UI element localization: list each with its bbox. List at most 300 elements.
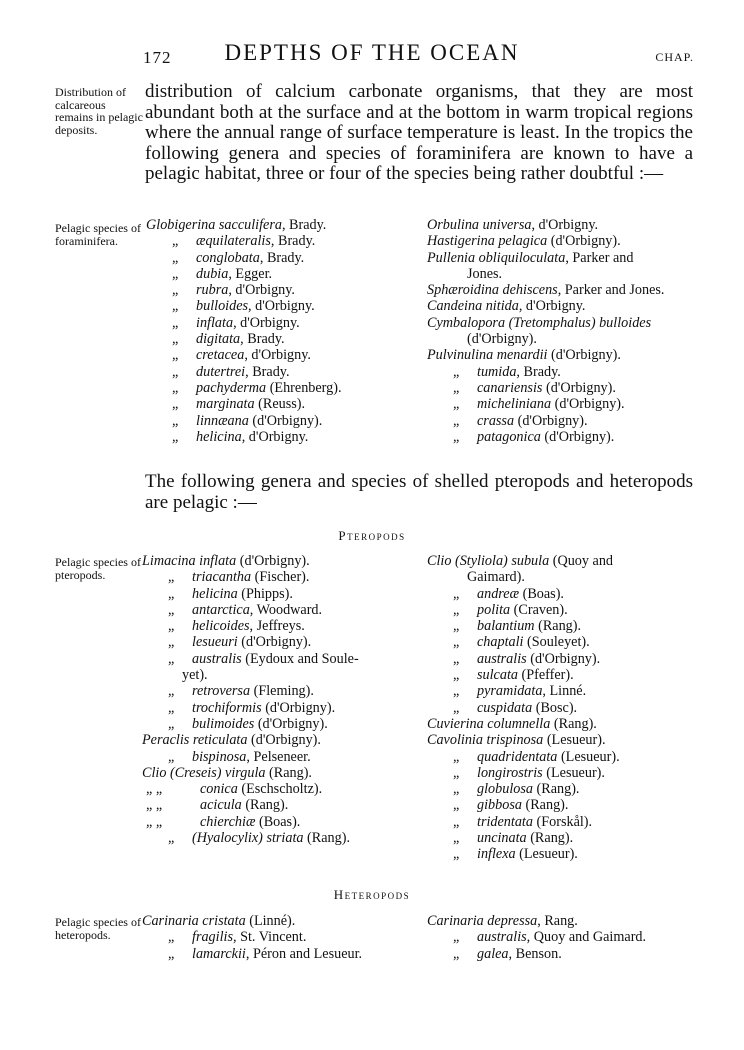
species-name: dubia	[196, 265, 229, 282]
species-entry	[427, 846, 578, 862]
species-author: (Rang).	[241, 797, 289, 814]
list-item	[142, 946, 402, 962]
list-item	[427, 347, 693, 363]
species-author: (Craven).	[510, 601, 568, 618]
species-name: bulimoides	[192, 715, 255, 732]
species-author: (d'Orbigny).	[254, 715, 328, 732]
list-item	[427, 413, 693, 429]
page-header	[0, 40, 744, 70]
species-author: (Lesueur).	[557, 748, 620, 765]
species-entry	[146, 217, 326, 233]
list-item	[146, 429, 401, 445]
species-name: Globigerina sacculifera	[146, 217, 282, 233]
species-author: , St. Vincent.	[233, 929, 307, 946]
list-item	[427, 651, 693, 667]
species-entry	[427, 586, 564, 602]
list-item	[427, 634, 693, 650]
species-author: (Rang).	[526, 830, 574, 847]
ditto-mark: „	[453, 634, 460, 651]
list-item	[427, 586, 693, 602]
list-item	[427, 233, 693, 249]
species-name: helicina	[196, 428, 242, 445]
species-author: , d'Orbigny.	[233, 314, 300, 331]
species-entry	[142, 946, 362, 962]
list-item	[427, 667, 693, 683]
species-author: (Pfeffer).	[517, 667, 574, 684]
ditto-mark: „	[453, 830, 460, 847]
ditto-mark: „	[172, 412, 179, 429]
list-item	[142, 765, 402, 781]
list-item	[142, 913, 402, 929]
foraminifera-list-left	[146, 217, 401, 445]
species-author: (Forskål).	[532, 813, 593, 830]
list-item	[427, 315, 693, 331]
species-author: , Quoy and Gaimard.	[526, 929, 647, 946]
species-name: canariensis	[477, 379, 543, 396]
list-item	[142, 667, 402, 683]
species-author: (Rang).	[521, 797, 569, 814]
ditto-mark: „	[172, 396, 179, 413]
species-entry	[146, 315, 300, 331]
ditto-mark: „	[453, 797, 460, 814]
species-name: inflexa	[477, 846, 516, 863]
species-entry	[427, 929, 646, 945]
ditto-mark: „ „	[146, 813, 163, 830]
list-item	[427, 749, 693, 765]
ditto-mark: „ „	[146, 781, 163, 798]
species-author: , d'Orbigny.	[518, 298, 586, 315]
section-title-heteropods: Heteropods	[333, 887, 411, 902]
ditto-mark: „	[453, 945, 460, 962]
species-name: digitata	[196, 331, 241, 348]
species-author: , Egger.	[228, 265, 273, 282]
species-name: bulloides	[196, 298, 249, 315]
list-item	[146, 413, 401, 429]
species-author: (d'Orbigny).	[540, 428, 615, 445]
species-author: (Rang).	[303, 830, 350, 847]
list-item	[427, 700, 693, 716]
ditto-mark: „	[453, 781, 460, 798]
paragraph-text: distribution of calcium carbonate organisms, that they are most abundant both at the surface and at the bottom in warm tropical regions where the annual range of surface temperature is least. In the tropics the following genera and species of foraminifera are known to have a pelagic habitat, three or four of the species being rather doubtful :—	[145, 81, 693, 184]
species-author: , d'Orbigny.	[531, 217, 599, 233]
ditto-mark: „	[168, 715, 175, 732]
list-item	[142, 929, 402, 945]
species-author: , Benson.	[508, 945, 562, 962]
list-item	[142, 700, 402, 716]
ditto-mark: „	[172, 233, 179, 250]
species-name: bispinosa	[192, 748, 247, 765]
species-author: , d'Orbigny.	[248, 298, 315, 315]
species-name: linnæana	[196, 412, 249, 429]
ditto-mark: „	[453, 846, 460, 863]
species-name: Limacina inflata	[142, 553, 237, 569]
species-entry	[427, 618, 581, 634]
list-item	[146, 250, 401, 266]
species-name: cretacea	[196, 347, 245, 364]
species-author: (Ehrenberg).	[266, 379, 342, 396]
species-entry	[142, 765, 312, 781]
species-author: , d'Orbigny.	[241, 428, 309, 445]
species-entry	[142, 586, 293, 602]
list-item	[142, 602, 402, 618]
ditto-mark: „	[168, 683, 175, 700]
species-name: triacantha	[192, 569, 252, 586]
species-entry	[427, 282, 664, 298]
species-author: , Brady.	[240, 331, 285, 348]
list-item	[146, 347, 401, 363]
species-author: (d'Orbigny).	[514, 412, 588, 429]
ditto-mark: „	[453, 748, 460, 765]
species-author: , Brady.	[259, 249, 305, 266]
species-name: antarctica	[192, 601, 250, 618]
heteropods-list-right	[427, 913, 693, 962]
species-author: , Jeffreys.	[249, 618, 305, 635]
list-item	[146, 217, 401, 233]
species-entry	[427, 413, 588, 429]
ditto-mark: „	[172, 298, 179, 315]
species-entry	[142, 781, 322, 797]
species-name: polita	[477, 601, 511, 618]
species-entry	[427, 233, 621, 249]
species-entry	[146, 429, 308, 445]
species-name: australis	[477, 650, 527, 667]
species-author: , Pelseneer.	[246, 748, 311, 765]
species-entry	[142, 651, 359, 667]
species-author: , Brady.	[281, 217, 327, 233]
species-name: rubra	[196, 282, 229, 299]
list-item	[427, 282, 693, 298]
species-entry	[146, 396, 305, 412]
list-item	[427, 732, 693, 748]
species-name: tumida	[477, 363, 517, 380]
species-name: patagonica	[477, 428, 541, 445]
species-name: chierchiæ	[200, 813, 256, 830]
species-entry	[427, 781, 579, 797]
list-item	[427, 913, 693, 929]
species-entry	[146, 364, 290, 380]
list-item	[146, 233, 401, 249]
list-item	[427, 298, 693, 314]
ditto-mark: „	[453, 929, 460, 946]
ditto-mark: „	[172, 347, 179, 364]
list-item	[427, 553, 693, 569]
species-name: Cavolinia trispinosa	[427, 732, 544, 749]
ditto-mark: „	[168, 929, 175, 946]
list-item	[142, 716, 402, 732]
ditto-mark: „	[453, 412, 460, 429]
list-item	[146, 331, 401, 347]
species-entry	[427, 331, 537, 347]
ditto-mark: „	[453, 667, 460, 684]
species-author: (d'Orbigny).	[542, 379, 616, 396]
list-item	[427, 602, 693, 618]
species-name: gibbosa	[477, 797, 522, 814]
list-item	[427, 266, 693, 282]
list-item	[427, 618, 693, 634]
ditto-mark: „	[168, 618, 175, 635]
list-item	[427, 396, 693, 412]
species-author: (d'Orbigny).	[247, 732, 321, 749]
page-number: 172	[143, 48, 172, 67]
species-entry	[146, 331, 285, 347]
species-author: (d'Orbigny).	[248, 412, 323, 429]
species-author: (d'Orbigny).	[551, 396, 625, 413]
species-author: , d'Orbigny.	[228, 282, 295, 299]
species-entry	[427, 814, 592, 830]
ditto-mark: „	[453, 363, 460, 380]
list-item	[146, 315, 401, 331]
species-name: fragilis	[192, 929, 233, 946]
ditto-mark: „	[172, 265, 179, 282]
species-author: (Souleyet).	[523, 634, 590, 651]
ditto-mark: „	[172, 331, 179, 348]
ditto-mark: „	[453, 428, 460, 445]
ditto-mark: „	[168, 945, 175, 962]
ditto-mark: „	[168, 699, 175, 716]
ditto-mark: „	[168, 585, 175, 602]
species-name: globulosa	[477, 781, 533, 798]
species-name: Carinaria cristata	[142, 913, 246, 929]
species-author: yet).	[182, 667, 208, 684]
species-author: , Parker and Jones.	[557, 282, 665, 299]
species-entry	[142, 913, 295, 929]
list-item	[427, 814, 693, 830]
species-name: Peraclis reticulata	[142, 732, 248, 749]
species-name: Hastigerina pelagica	[427, 233, 548, 250]
species-entry	[146, 250, 304, 266]
ditto-mark: „	[453, 650, 460, 667]
species-entry	[427, 634, 590, 650]
species-name: lesueuri	[192, 634, 238, 651]
pteropods-list-right	[427, 553, 693, 863]
species-author: (d'Orbigny).	[547, 347, 621, 364]
species-author: (Quoy and	[549, 553, 614, 569]
species-name: balantium	[477, 618, 535, 635]
species-name: Clio (Creseis) virgula	[142, 764, 266, 781]
species-author: , Linné.	[542, 683, 587, 700]
species-entry	[427, 250, 633, 266]
list-item	[142, 586, 402, 602]
species-name: australis	[477, 929, 527, 946]
species-entry	[142, 553, 310, 569]
species-entry	[146, 347, 311, 363]
list-item	[427, 946, 693, 962]
species-author: (Rang).	[534, 618, 582, 635]
species-author: (Lesueur).	[515, 846, 578, 863]
species-entry	[427, 217, 598, 233]
species-name: Candeina nitida	[427, 298, 519, 315]
species-name: Pullenia obliquiloculata	[427, 249, 566, 266]
species-name: acicula	[200, 797, 242, 814]
list-item	[427, 846, 693, 862]
species-author: Jones.	[467, 265, 503, 282]
ditto-mark: „ „	[146, 797, 163, 814]
list-item	[427, 683, 693, 699]
species-name: retroversa	[192, 683, 251, 700]
species-name: cuspidata	[477, 699, 533, 716]
foraminifera-list-right	[427, 217, 693, 445]
species-name: inflata	[196, 314, 234, 331]
list-item	[427, 250, 693, 266]
species-author: , Brady.	[245, 363, 290, 380]
species-entry	[427, 569, 525, 585]
species-name: Cymbalopora (Tretomphalus) bulloides	[427, 314, 652, 331]
species-entry	[142, 618, 305, 634]
species-entry	[427, 315, 651, 331]
list-item	[427, 380, 693, 396]
species-author: , Woodward.	[249, 601, 323, 618]
species-entry	[427, 700, 577, 716]
paragraph-distribution	[145, 82, 693, 185]
ditto-mark: „	[168, 601, 175, 618]
list-item	[427, 331, 693, 347]
species-entry	[427, 946, 562, 962]
ditto-mark: „	[172, 249, 179, 266]
species-entry	[142, 667, 208, 683]
list-item	[146, 380, 401, 396]
species-author: (Rang).	[532, 781, 580, 798]
list-item	[146, 364, 401, 380]
ditto-mark: „	[172, 282, 179, 299]
species-name: conglobata	[196, 249, 260, 266]
species-name: pachyderma	[196, 379, 267, 396]
species-name: Cuvierina columnella	[427, 715, 551, 732]
list-item	[427, 830, 693, 846]
ditto-mark: „	[453, 813, 460, 830]
list-item	[427, 716, 693, 732]
ditto-mark: „	[453, 601, 460, 618]
species-name: micheliniana	[477, 396, 552, 413]
ditto-mark: „	[168, 650, 175, 667]
ditto-mark: „	[453, 396, 460, 413]
species-name: (Hyalocylix) striata	[192, 830, 304, 847]
species-name: Pulvinulina menardii	[427, 347, 548, 364]
species-name: dutertrei	[196, 363, 246, 380]
list-item	[427, 781, 693, 797]
list-item	[142, 651, 402, 667]
species-name: helicina	[192, 585, 238, 602]
margin-note-pteropods: Pelagic species of pteropods.	[55, 555, 141, 582]
species-name: Carinaria depressa	[427, 913, 538, 929]
species-entry	[427, 716, 597, 732]
ditto-mark: „	[172, 379, 179, 396]
species-author: (d'Orbigny).	[236, 553, 310, 569]
species-author: , Péron and Lesueur.	[245, 945, 363, 962]
species-entry	[427, 553, 613, 569]
list-item	[146, 282, 401, 298]
list-item	[142, 781, 402, 797]
paragraph-text: The following genera and species of shelled pteropods and heteropods are pelagic :—	[145, 471, 693, 513]
species-name: Sphæroidina dehiscens	[427, 282, 558, 299]
species-author: , d'Orbigny.	[244, 347, 311, 364]
pteropods-list-left	[142, 553, 402, 846]
margin-note-heteropods: Pelagic species of heteropods.	[55, 915, 141, 942]
ditto-mark: „	[453, 764, 460, 781]
heteropods-list-left	[142, 913, 402, 962]
list-item	[142, 732, 402, 748]
species-author: (Lesueur).	[542, 764, 605, 781]
species-author: (Fleming).	[250, 683, 314, 700]
list-item	[142, 569, 402, 585]
ditto-mark: „	[168, 830, 175, 847]
list-item	[142, 797, 402, 813]
species-author: (d'Orbigny).	[467, 331, 537, 348]
ditto-mark: „	[168, 748, 175, 765]
species-entry	[427, 797, 568, 813]
species-entry	[427, 913, 578, 929]
species-author: , Rang.	[537, 913, 578, 929]
species-entry	[142, 814, 300, 830]
species-entry	[427, 347, 621, 363]
ditto-mark: „	[453, 683, 460, 700]
species-name: crassa	[477, 412, 515, 429]
species-name: andreæ	[477, 585, 520, 602]
list-item	[427, 797, 693, 813]
ditto-mark: „	[172, 314, 179, 331]
species-author: (Boas).	[519, 585, 564, 602]
species-entry	[142, 929, 306, 945]
species-author: (Phipps).	[237, 585, 293, 602]
species-author: (d'Orbigny).	[237, 634, 312, 651]
paragraph-pelagic-intro	[145, 472, 693, 513]
species-name: quadridentata	[477, 748, 558, 765]
species-name: uncinata	[477, 830, 527, 847]
species-entry	[427, 602, 568, 618]
species-entry	[427, 364, 561, 380]
species-author: (d'Orbigny).	[547, 233, 621, 250]
species-author: (Eydoux and Soule-	[241, 650, 359, 667]
species-author: , Brady.	[516, 363, 561, 380]
species-author: (Reuss).	[254, 396, 306, 413]
list-item	[142, 634, 402, 650]
species-name: australis	[192, 650, 242, 667]
ditto-mark: „	[168, 569, 175, 586]
species-name: sulcata	[477, 667, 518, 684]
species-name: tridentata	[477, 813, 533, 830]
species-entry	[427, 732, 606, 748]
ditto-mark: „	[172, 428, 179, 445]
species-entry	[427, 667, 574, 683]
species-author: (Lesueur).	[543, 732, 606, 749]
species-name: longirostris	[477, 764, 543, 781]
section-title-pteropods: Pteropods	[338, 528, 406, 543]
species-author: , Parker and	[565, 249, 634, 266]
list-item	[142, 618, 402, 634]
species-name: lamarckii	[192, 945, 246, 962]
species-author: , Brady.	[270, 233, 316, 250]
species-name: trochiformis	[192, 699, 262, 716]
species-name: conica	[200, 781, 238, 798]
species-author: (d'Orbigny).	[526, 650, 601, 667]
species-name: æquilateralis	[196, 233, 271, 250]
species-entry	[427, 266, 502, 282]
species-author: (Boas).	[255, 813, 301, 830]
species-author: Gaimard).	[467, 569, 525, 586]
ditto-mark: „	[453, 699, 460, 716]
margin-note-distribution: Distribution of calcareous remains in pelagic deposits.	[55, 85, 143, 137]
list-item	[142, 814, 402, 830]
species-author: (d'Orbigny).	[261, 699, 336, 716]
species-author: (Linné).	[245, 913, 296, 929]
species-name: helicoides	[192, 618, 250, 635]
chapter-label: CHAP.	[655, 50, 694, 64]
species-entry	[146, 282, 295, 298]
list-item	[146, 298, 401, 314]
species-entry	[427, 683, 586, 699]
ditto-mark: „	[453, 618, 460, 635]
species-author: (Fischer).	[251, 569, 310, 586]
species-author: (Eschscholtz).	[237, 781, 323, 798]
